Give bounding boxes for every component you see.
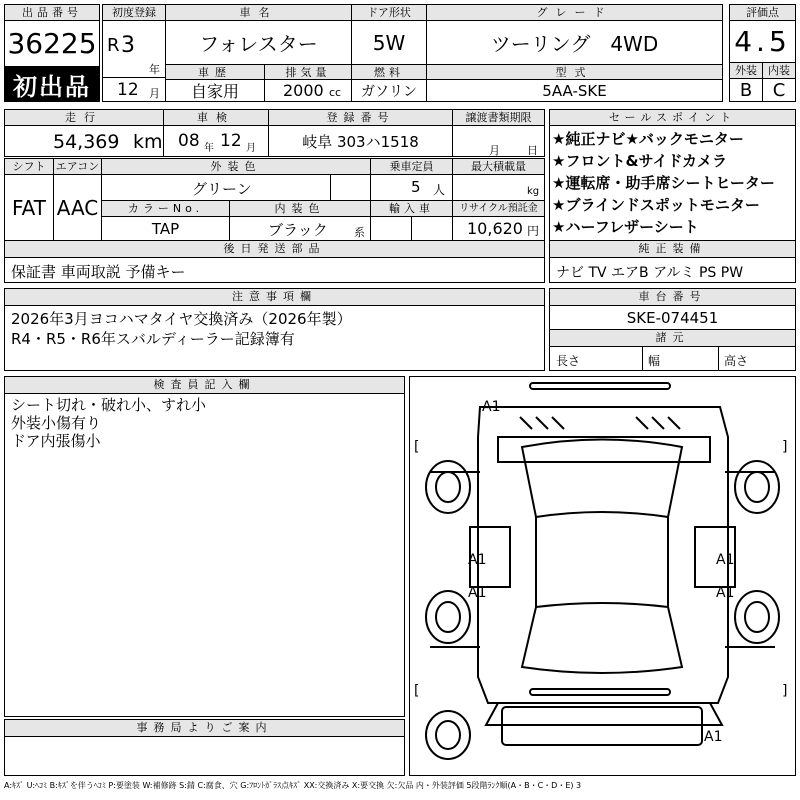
mileage: 54,369 [53,131,120,153]
documents: 保証書 車両取説 予備キー [4,257,545,283]
displacement: 2000 [283,81,324,100]
notes-line: R4・R5・R6年スバルディーラー記録簿有 [11,330,295,348]
inspector-line: 外装小傷有り [11,414,102,432]
damage-mark: A1 [468,585,487,601]
shift-label: シフト [4,158,54,175]
exterior-label: 外装 [729,62,763,79]
sales-point-item: ★純正ナビ★バックモニター [552,130,744,148]
bracket-right: ] [782,439,788,455]
office-box [4,736,405,776]
damage-mark: A1 [704,729,723,745]
capacity: 5 [411,178,421,196]
first-reg-label: 初度登録 [102,4,166,21]
inspector-box [4,393,405,717]
load-unit: kg [527,186,540,197]
lot-no-label: 出品番号 [4,4,100,21]
chassis-label: 車台番号 [549,288,796,306]
inspection-label: 車検 [163,109,269,126]
height-label: 高さ [724,354,749,368]
dims-divider [718,347,719,371]
notes-line: 2026年3月ヨコハマタイヤ交換済み（2026年製） [11,310,352,328]
capacity-unit: 人 [433,183,446,197]
displacement-cell [264,79,352,102]
sales-points-box [549,125,796,241]
inspector-line: シート切れ・破れ小、すれ小 [11,396,207,414]
legend: A:ｷｽﾞ U:ﾍｺﾐ B:ｷｽﾞを伴うﾍｺﾐ P:要塗装 W:補修跡 S:錆 C:腐食、穴 G:ﾌﾛﾝﾄｶﾞﾗｽ点ｷｽﾞ XX:交換済み X:要交換 欠:欠品 内・外装評価 5段階ﾗﾝｸ順(A・B・C・D・E) 3 [4,781,582,790]
interior-label: 内装 [762,62,796,79]
capacity-label: 乗車定員 [370,158,453,175]
car-name-label: 車名 [165,4,352,21]
color-no: TAP [101,216,230,241]
notes-box [4,305,545,371]
documents-label: 後日発送部品 [4,240,545,258]
notes-label: 注意事項欄 [4,288,545,306]
displacement-label: 排気量 [264,64,352,80]
damage-mark: A1 [716,585,735,601]
int-color-unit: 系 [354,226,365,239]
grade: ツーリング 4WD [426,20,723,65]
door-label: ドア形状 [351,4,427,21]
ac-label: エアコン [53,158,102,175]
inspection-year-unit: 年 [204,143,214,154]
ac: AAC [53,174,102,241]
load-label: 最大積載量 [452,158,545,175]
cc-unit: cc [329,86,342,99]
color-cell [101,174,371,201]
recycle-label: リサイクル預託金 [452,200,545,217]
model-label: 型式 [426,64,723,80]
color-divider [330,175,331,201]
first-listing-badge: 初出品 [4,66,100,102]
damage-mark: A1 [716,552,735,568]
load-cell [452,174,545,201]
fuel-label: 燃料 [351,64,427,80]
transfer-day-unit: 日 [527,144,538,157]
recycle: 10,620 [467,219,523,238]
shift: FAT [4,174,54,241]
first-reg-era-cell [102,20,166,78]
color-no-label: カラーNo. [101,200,230,217]
car-diagram [409,376,796,776]
mileage-label: 走行 [4,109,164,126]
recycle-unit: 円 [527,224,540,238]
first-reg-year: 3 [121,33,135,58]
inspector-line: ドア内張傷小 [11,432,101,450]
import-divider [411,217,412,241]
dims-row [549,346,796,371]
sales-point-item: ★ハーフレザーシート [552,218,699,236]
grade-label: グレード [426,4,723,21]
car-name: フォレスター [165,20,352,65]
fuel: ガソリン [351,79,427,102]
recycle-cell [452,216,545,241]
transfer-month-unit: 月 [489,144,500,157]
score-label: 評価点 [729,4,796,21]
sales-point-item: ★ブラインドスポットモニター [552,196,760,214]
lot-no: 36225 [4,20,100,66]
km-unit: km [133,131,163,153]
int-color-cell [229,216,371,241]
office-label: 事務局よりご案内 [4,719,405,737]
dims-divider [642,347,643,371]
mileage-cell [4,125,164,157]
sales-point-item: ★フロント&サイドカメラ [552,152,728,170]
bracket-right: ] [782,683,788,699]
interior-grade: C [762,78,796,102]
length-label: 長さ [556,354,581,368]
int-color-label: 内装色 [229,200,371,217]
inspection-cell [163,125,269,157]
inspection-month-unit: 月 [246,143,256,154]
month-unit: 月 [149,87,160,100]
inspection-year: 08 [178,131,200,151]
bracket-left: [ [414,683,420,699]
sales-point-item: ★運転席・助手席シートヒーター [552,174,775,192]
first-reg-era: R [107,35,120,56]
width-label: 幅 [648,354,661,368]
inspector-label: 検査員記入欄 [4,376,405,394]
bracket-left: [ [414,439,420,455]
color: グリーン [192,180,252,198]
transfer-label: 譲渡書類期限 [452,109,545,126]
reg-no-label: 登録番号 [268,109,453,126]
score: 4.5 [729,20,796,63]
car-diagram-svg [410,377,795,775]
transfer-cell [452,125,545,157]
inspection-month: 12 [220,131,242,151]
exterior-grade: B [729,78,763,102]
dims-label: 諸元 [549,329,796,347]
sales-points-label: セールスポイント [549,109,796,126]
first-reg-month: 12 [117,80,139,100]
damage-mark: A1 [482,399,501,415]
reg-no: 岐阜 303ハ1518 [268,125,453,157]
history: 自家用 [165,79,265,102]
year-unit: 年 [149,63,160,76]
capacity-cell [370,174,453,201]
first-reg-month-cell [102,77,166,102]
import-cell [370,216,453,241]
history-label: 車歴 [165,64,265,80]
genuine-equipment: ナビ TV エアB アルミ PS PW [549,257,796,283]
import-label: 輸入車 [370,200,453,217]
chassis-no: SKE-074451 [549,305,796,330]
int-color: ブラック [268,221,328,239]
genuine-label: 純正装備 [549,240,796,258]
door-type: 5W [351,20,427,65]
damage-mark: A1 [468,552,487,568]
color-label: 外装色 [101,158,371,175]
model: 5AA-SKE [426,79,723,102]
